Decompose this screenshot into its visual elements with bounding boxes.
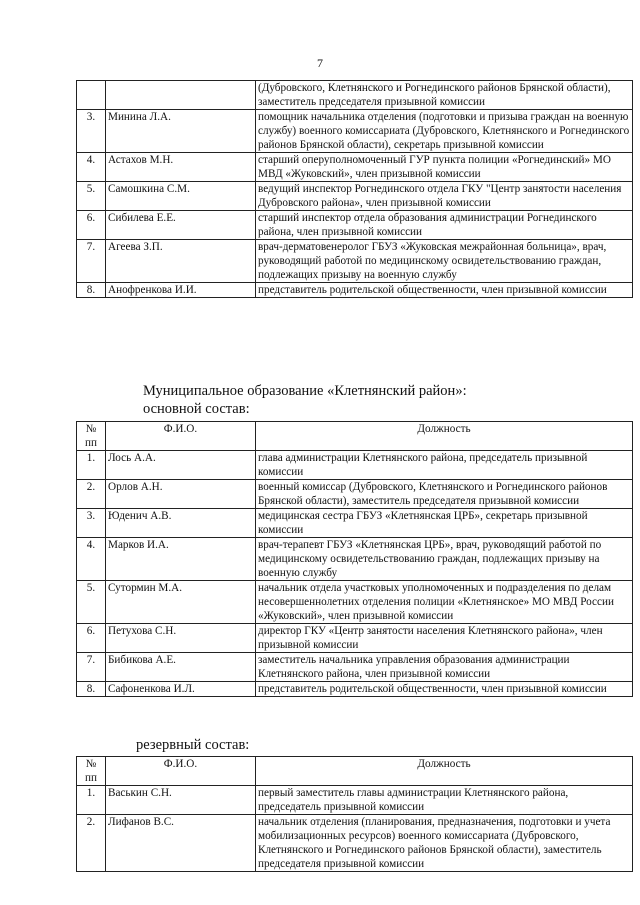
member-name: Лифанов В.С. <box>106 815 256 872</box>
member-position: помощник начальника отделения (подготовки и призыва граждан на военную службу) военного комиссариата (Дубровского, Клетнянского и Рогнединского районов Брянской области), секретарь призывной комиссии <box>256 110 633 153</box>
row-number: 7. <box>77 653 106 682</box>
member-name: Минина Л.А. <box>106 110 256 153</box>
row-number: 3. <box>77 110 106 153</box>
column-header-name: Ф.И.О. <box>106 422 256 451</box>
table-row <box>77 581 633 624</box>
table-body <box>77 786 633 872</box>
table-header-row <box>77 422 633 451</box>
table-row <box>77 240 633 283</box>
member-name: Петухова С.Н. <box>106 624 256 653</box>
member-position: старший инспектор отдела образования администрации Рогнединского района, член призывной комиссии <box>256 211 633 240</box>
member-name: Сутормин М.А. <box>106 581 256 624</box>
member-position: ведущий инспектор Рогнединского отдела ГКУ "Центр занятости населения Дубровского района», член призывной комиссии <box>256 182 633 211</box>
table-row <box>77 451 633 480</box>
row-number: 2. <box>77 480 106 509</box>
member-position: представитель родительской общественности, член призывной комиссии <box>256 283 633 298</box>
row-number: 5. <box>77 182 106 211</box>
table-header <box>77 422 633 451</box>
member-name: Анофренкова И.И. <box>106 283 256 298</box>
member-position: медицинская сестра ГБУЗ «Клетнянская ЦРБ», секретарь призывной комиссии <box>256 509 633 538</box>
row-number: 1. <box>77 786 106 815</box>
member-position: заместитель начальника управления образования администрации Клетнянского района, член призывной комиссии <box>256 653 633 682</box>
member-name: Агеева З.П. <box>106 240 256 283</box>
commission-table-kletnya-main <box>76 421 633 697</box>
row-number: 6. <box>77 211 106 240</box>
member-position: начальник отделения (планирования, предназначения, подготовки и учета мобилизационных ресурсов) военного комиссариата (Дубровского, Клетнянского и Рогнединского районов Брянской области), заместитель председателя призывной комиссии <box>256 815 633 872</box>
member-position: директор ГКУ «Центр занятости населения Клетнянского района», член призывной комиссии <box>256 624 633 653</box>
member-name: Сибилева Е.Е. <box>106 211 256 240</box>
table-body <box>77 81 633 298</box>
table-row <box>77 81 633 110</box>
table-row <box>77 653 633 682</box>
row-number: 2. <box>77 815 106 872</box>
member-position: врач-терапевт ГБУЗ «Клетнянская ЦРБ», врач, руководящий работой по медицинскому освидетельствованию граждан, подлежащих призыву на военную службу <box>256 538 633 581</box>
member-name: Васькин С.Н. <box>106 786 256 815</box>
row-number: 1. <box>77 451 106 480</box>
row-number: 4. <box>77 538 106 581</box>
member-name: Сафоненкова И.Л. <box>106 682 256 697</box>
column-header-name: Ф.И.О. <box>106 757 256 786</box>
column-header-number: № пп <box>77 422 106 451</box>
member-position: старший оперуполномоченный ГУР пункта полиции «Рогнединский» МО МВД «Жуковский», член призывной комиссии <box>256 153 633 182</box>
row-number: 3. <box>77 509 106 538</box>
section-subtitle-main: основной состав: <box>143 401 250 417</box>
section-title-kletnya: Муниципальное образование «Клетнянский район»: <box>143 383 467 399</box>
member-name: Бибикова А.Е. <box>106 653 256 682</box>
row-number <box>77 81 106 110</box>
table-body <box>77 451 633 697</box>
member-position: начальник отдела участковых уполномоченных и подразделения по делам несовершеннолетних отделения полиции «Клетнянское» МО МВД России «Жуковский», член призывной комиссии <box>256 581 633 624</box>
section-subtitle-reserve: резервный состав: <box>136 737 250 753</box>
table-header-row <box>77 757 633 786</box>
row-number: 4. <box>77 153 106 182</box>
column-header-position: Должность <box>256 422 633 451</box>
member-name: Астахов М.Н. <box>106 153 256 182</box>
table-row <box>77 538 633 581</box>
page-number: 7 <box>317 56 323 70</box>
member-position: глава администрации Клетнянского района, председатель призывной комиссии <box>256 451 633 480</box>
table-row <box>77 480 633 509</box>
member-position: первый заместитель главы администрации Клетнянского района, председатель призывной комиссии <box>256 786 633 815</box>
commission-table-kletnya-reserve <box>76 756 633 872</box>
row-number: 5. <box>77 581 106 624</box>
table-row <box>77 786 633 815</box>
commission-table-rognedino-continued <box>76 80 633 298</box>
member-name <box>106 81 256 110</box>
member-name: Орлов А.Н. <box>106 480 256 509</box>
table-row <box>77 182 633 211</box>
member-name: Самошкина С.М. <box>106 182 256 211</box>
table-row <box>77 211 633 240</box>
member-position: врач-дерматовенеролог ГБУЗ «Жуковская межрайонная больница», врач, руководящий работой по медицинскому освидетельствованию граждан, подлежащих призыву на военную службу <box>256 240 633 283</box>
row-number: 7. <box>77 240 106 283</box>
member-name: Юденич А.В. <box>106 509 256 538</box>
table-row <box>77 509 633 538</box>
row-number: 8. <box>77 283 106 298</box>
table-row <box>77 283 633 298</box>
table-row <box>77 815 633 872</box>
row-number: 8. <box>77 682 106 697</box>
member-name: Марков И.А. <box>106 538 256 581</box>
column-header-position: Должность <box>256 757 633 786</box>
member-position: (Дубровского, Клетнянского и Рогнединского районов Брянской области), заместитель председателя призывной комиссии <box>256 81 633 110</box>
row-number: 6. <box>77 624 106 653</box>
table-header <box>77 757 633 786</box>
table-row <box>77 624 633 653</box>
member-position: военный комиссар (Дубровского, Клетнянского и Рогнединского районов Брянской области), заместитель председателя призывной комиссии <box>256 480 633 509</box>
table-row <box>77 682 633 697</box>
member-name: Лось А.А. <box>106 451 256 480</box>
table-row <box>77 153 633 182</box>
column-header-number: № пп <box>77 757 106 786</box>
table-row <box>77 110 633 153</box>
member-position: представитель родительской общественности, член призывной комиссии <box>256 682 633 697</box>
